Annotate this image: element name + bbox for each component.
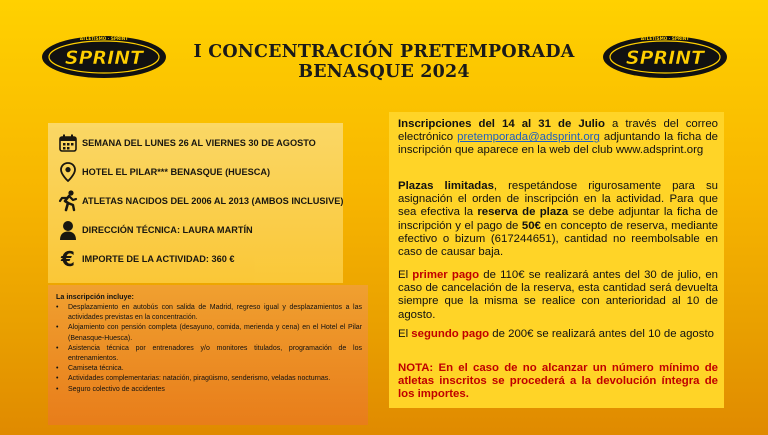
runner-icon: [58, 190, 78, 212]
info-text: HOTEL EL PILAR*** BENASQUE (HUESCA): [82, 167, 271, 177]
text: El: [398, 328, 412, 340]
second-payment-label: segundo pago: [411, 328, 490, 340]
text: de 110€ se realizará antes del 30 de julio, en caso de cancelación de la reserva, esta cantidad será devuelta siempre que la misma se realice con anterioridad al 10 de agosto.: [398, 269, 718, 321]
includes-heading: La inscripción incluye:: [56, 292, 134, 301]
reservation-amount: 50€: [521, 219, 541, 232]
logo-text: SPRINT: [625, 47, 705, 69]
info-row-dates: [58, 131, 316, 155]
sprint-logo-left: [40, 30, 168, 80]
list-item: • Desplazamiento en autobús con salida de Madrid, regreso igual y desplazamientos a las actividades previstas en la concentración.: [56, 303, 362, 323]
info-row-athletes: [58, 189, 343, 213]
text: a través del correo electrónico: [398, 118, 718, 144]
includes-box: [48, 285, 368, 425]
list-item: • Seguro colectivo de accidentes: [56, 385, 362, 395]
paragraph-note: [398, 362, 718, 402]
note-text: En el caso de no alcanzar un número mínimo de atletas inscritos se procederá a la devolución íntegra de los importes.: [398, 362, 718, 401]
info-row-price: [58, 247, 234, 271]
first-payment-label: primer pago: [412, 269, 480, 281]
includes-list: [56, 303, 362, 395]
paragraph-second-payment: [398, 328, 718, 341]
info-row-hotel: [58, 160, 270, 184]
person-icon: [58, 219, 78, 241]
event-info-box: [48, 123, 343, 283]
text: adjuntando la ficha de inscripción que aparece en la web del club: [398, 131, 719, 157]
info-row-director: [58, 218, 253, 242]
registration-details-box: [389, 112, 724, 408]
logo-subtext: ATLETISMO · SPRINT: [79, 36, 129, 41]
text: se debe adjuntar la ficha de inscripción y el pago de: [398, 206, 718, 232]
list-item: • Alojamiento con pensión completa (desayuno, comida, merienda y cena) en el Hotel el Pilar (Benasque-Huesca).: [56, 323, 362, 343]
text: en concepto de reserva, mediante efectivo o bizum (617244651), cantidad no reembolsable en caso de causar baja.: [398, 219, 718, 259]
paragraph-registration: [398, 118, 718, 158]
calendar-icon: [58, 132, 78, 154]
info-text: ATLETAS NACIDOS DEL 2006 AL 2013 (AMBOS INCLUSIVE): [82, 196, 344, 206]
logo-text: SPRINT: [64, 47, 144, 69]
sprint-logo-right: [601, 30, 729, 80]
limited-places-label: Plazas limitadas: [398, 180, 494, 192]
svg-text:€: €: [61, 249, 75, 269]
info-text: SEMANA DEL LUNES 26 AL VIERNES 30 DE AGOSTO: [82, 138, 316, 148]
page-title: [170, 42, 598, 82]
text: , respetándose rigurosamente para su asignación el orden de inscripción en la actividad. Para que sea efectiva la: [398, 180, 718, 219]
euro-icon: [58, 248, 78, 270]
title-line-1: I CONCENTRACIÓN PRETEMPORADA: [193, 42, 575, 62]
paragraph-limited-places: [398, 180, 718, 259]
list-item: • Camiseta técnica.: [56, 364, 362, 374]
note-label: NOTA:: [398, 362, 434, 374]
email-link[interactable]: pretemporada@adsprint.org: [457, 131, 600, 144]
list-item: • Asistencia técnica por entrenadores y/o monitores titulados, programación de los entrenamientos.: [56, 344, 362, 364]
text: de 200€ se realizará antes del 10 de agosto: [489, 328, 714, 340]
location-pin-icon: [58, 161, 78, 183]
logo-subtext: ATLETISMO · SPRINT: [640, 36, 690, 41]
paragraph-first-payment: [398, 269, 718, 322]
list-item: • Actividades complementarias: natación, piragüismo, senderismo, veladas nocturnas.: [56, 374, 362, 384]
reservation-label: reserva de plaza: [477, 206, 569, 219]
text: El: [398, 269, 413, 281]
info-text: IMPORTE DE LA ACTIVIDAD: 360 €: [82, 254, 235, 264]
title-line-2: BENASQUE 2024: [298, 62, 470, 82]
registration-dates: Inscripciones del 14 al 31 de Julio: [398, 118, 605, 130]
website-text: www.adsprint.org: [615, 144, 704, 157]
info-text: DIRECCIÓN TÉCNICA: LAURA MARTÍN: [82, 225, 253, 235]
